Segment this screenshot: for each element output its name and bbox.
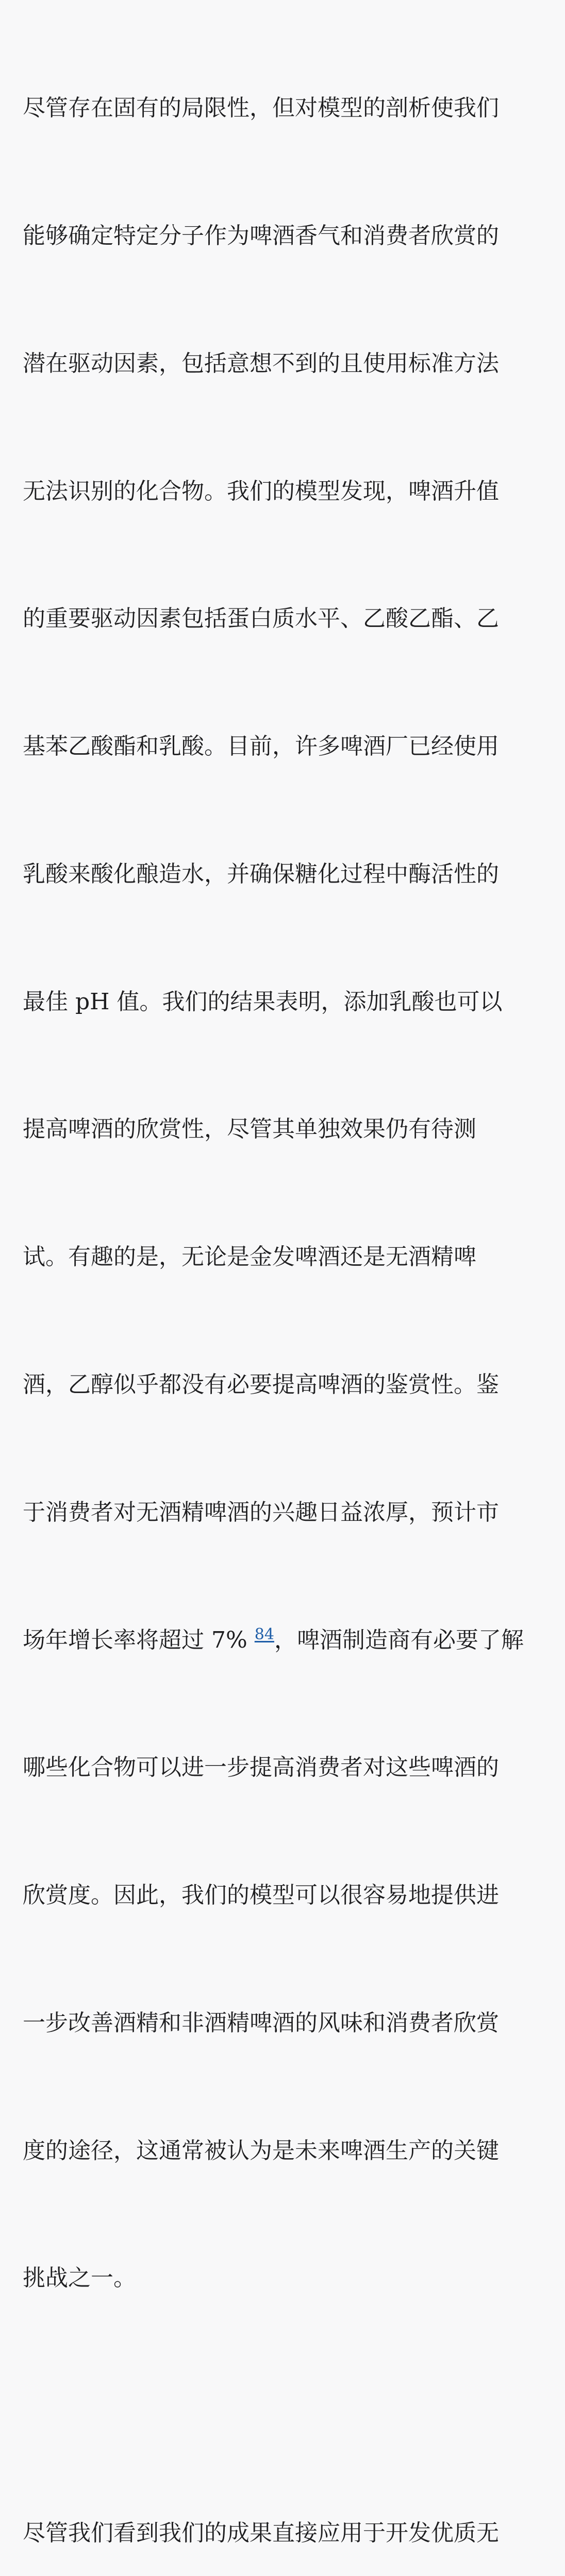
text-segment: ，啤酒制造商有必要了解 — [274, 1626, 524, 1653]
text-line: 于消费者对无酒精啤酒的兴趣日益浓厚，预计市 — [23, 1499, 499, 1526]
text-line: 最佳 pH 值。我们的结果表明，添加乳酸也可以 — [23, 988, 503, 1015]
text-line: 酒，乙醇似乎都没有必要提高啤酒的鉴赏性。鉴 — [23, 1371, 499, 1398]
text-line: 无法识别的化合物。我们的模型发现，啤酒升值 — [23, 478, 499, 504]
text-line: 潜在驱动因素，包括意想不到的且使用标准方法 — [23, 350, 499, 377]
text-line: 基苯乙酸酯和乳酸。目前，许多啤酒厂已经使用 — [23, 733, 499, 760]
text-line: 的重要驱动因素包括蛋白质水平、乙酸乙酯、乙 — [23, 605, 499, 632]
text-segment: 场年增长率将超过 7% — [23, 1626, 255, 1653]
text-line: 挑战之一。 — [23, 2265, 136, 2292]
text-line: 试。有趣的是，无论是金发啤酒还是无酒精啤 — [23, 1244, 476, 1270]
text-line: 度的途径，这通常被认为是未来啤酒生产的关键 — [23, 2137, 499, 2164]
text-line — [23, 1619, 543, 1662]
text-line: 提高啤酒的欣赏性，尽管其单独效果仍有待测 — [23, 1116, 476, 1143]
text-line: 一步改善酒精和非酒精啤酒的风味和消费者欣赏 — [23, 2009, 499, 2036]
text-line: 哪些化合物可以进一步提高消费者对这些啤酒的 — [23, 1754, 499, 1781]
text-line: 尽管存在固有的局限性，但对模型的剖析使我们 — [23, 95, 499, 122]
article-body — [23, 0, 543, 2576]
paragraph-1 — [23, 2, 543, 2385]
citation-link-84[interactable]: 84 — [254, 1625, 274, 1643]
text-line: 欣赏度。因此，我们的模型可以很容易地提供进 — [23, 1882, 499, 1909]
text-line: 尽管我们看到我们的成果直接应用于开发优质无 — [23, 2520, 499, 2547]
text-line: 乳酸来酸化酿造水，并确保糖化过程中酶活性的 — [23, 860, 499, 887]
text-line: 能够确定特定分子作为啤酒香气和消费者欣赏的 — [23, 222, 499, 249]
paragraph-2 — [23, 2427, 543, 2576]
